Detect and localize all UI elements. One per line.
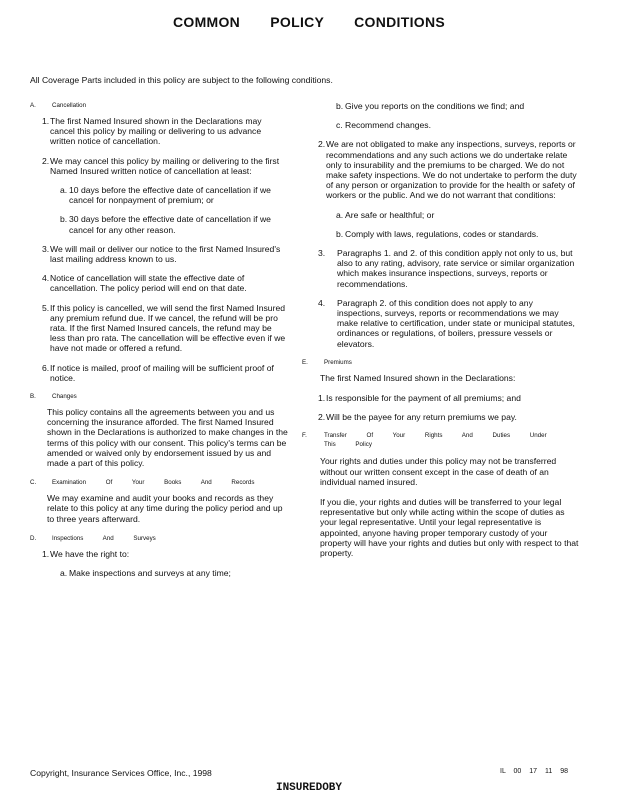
sub-text: 30 days before the effective date of cancellation if we cancel for any other reason. <box>69 214 271 235</box>
item-number: 3. <box>318 248 326 259</box>
item-text: If this policy is cancelled, we will send the first Named Insured any premium refund due. If we cancel, the refund will be pro rata. If the first Named Insured cancels, the refund may be less than pro rata. The cancellation will be effective even if we have not made or offered a refund. <box>50 302 286 354</box>
item-text: Paragraph 2. of this condition does not apply to any inspections, surveys, reports or recommendations we may make relative to certification, under state or municipal statutes, ordinances or regulations, of boilers, pressure vessels or elevators. <box>337 297 575 349</box>
section-d-heading <box>30 534 288 542</box>
section-e-heading <box>302 358 580 366</box>
item-number: 1. <box>42 548 50 559</box>
list-item <box>42 303 288 354</box>
item-text: If notice is mailed, proof of mailing will be sufficient proof of notice. <box>50 362 274 383</box>
item-number: 2. <box>318 412 326 423</box>
section-b-text: This policy contains all the agreements between you and us concerning the insurance afforded. The first Named Insured shown in the Declarations is authorized to make changes in the terms of this policy with our consent. This policy's terms can be amended or waived only by endorsement issued by us and made a part of this policy. <box>47 407 288 469</box>
section-b-heading <box>30 392 288 400</box>
section-f-text-1: Your rights and duties under this policy may not be transferred without our written consent except in the case of death of an individual named insured. <box>320 456 557 487</box>
item-number: 6. <box>42 362 50 373</box>
sub-item <box>60 214 288 234</box>
item-number: 5. <box>42 302 50 313</box>
item-text: Will be the payee for any return premiums we pay. <box>326 412 517 423</box>
list-item <box>42 156 288 176</box>
sub-text: Make inspections and surveys at any time; <box>69 568 231 579</box>
list-item <box>318 298 580 349</box>
sub-letter: c. <box>336 120 343 131</box>
item-number: 4. <box>318 297 326 308</box>
list-item <box>42 363 288 383</box>
sub-letter: a. <box>60 568 68 579</box>
sub-item <box>336 229 580 239</box>
item-text: We may cancel this policy by mailing or delivering to the first Named Insured written notice of cancellation at least: <box>50 155 280 176</box>
section-c-heading <box>30 478 288 486</box>
sub-letter: a. <box>336 209 344 220</box>
page-title: COMMON POLICY CONDITIONS <box>172 14 446 30</box>
item-text: We are not obligated to make any inspections, surveys, reports or recommendations and any such actions we do undertake relate only to insurability and the premiums to be charged. We do not make safety inspections. We do not undertake to perform the duty of any person or organization to provide for the health or safety of workers or the public. And we do not warrant that conditions: <box>326 139 577 201</box>
list-item <box>318 393 580 403</box>
left-column <box>30 101 288 587</box>
item-number: 2. <box>318 139 326 150</box>
sub-item <box>336 120 580 130</box>
sub-item <box>60 185 288 205</box>
sub-letter: a. <box>60 185 68 196</box>
list-item <box>318 412 580 422</box>
item-text: We have the right to: <box>50 548 130 559</box>
item-text: Is responsible for the payment of all premiums; and <box>326 393 521 404</box>
item-number: 1. <box>318 393 326 404</box>
section-letter: C. <box>30 479 37 487</box>
document-stamp: INSUREDOBY <box>275 782 342 794</box>
list-item <box>42 549 288 559</box>
section-title: Cancellation <box>52 102 87 109</box>
item-number: 4. <box>42 273 50 284</box>
section-letter: B. <box>30 393 36 401</box>
sub-letter: b. <box>336 228 344 239</box>
section-title: Examination Of Your Books And Records <box>52 479 255 487</box>
section-letter: A. <box>30 102 36 109</box>
form-number: IL 00 17 11 98 <box>500 768 568 775</box>
list-item <box>42 116 288 147</box>
list-item <box>42 273 288 293</box>
section-a-heading <box>30 101 288 109</box>
section-title: Premiums <box>324 358 352 366</box>
sub-item <box>336 101 580 111</box>
section-title: Inspections And Surveys <box>52 534 156 542</box>
section-e-text: The first Named Insured shown in the Declarations: <box>320 372 516 383</box>
list-item <box>42 244 288 264</box>
sub-item <box>60 568 288 578</box>
item-text: The first Named Insured shown in the Declarations may cancel this policy by mailing or delivering to us advance written notice of cancellation. <box>50 116 262 147</box>
item-text: We will mail or deliver our notice to the first Named Insured's last mailing address known to us. <box>50 243 281 265</box>
section-letter: D. <box>30 534 37 542</box>
section-letter: F. <box>302 432 307 440</box>
section-letter: E. <box>302 358 308 366</box>
item-text: Paragraphs 1. and 2. of this condition apply not only to us, but also to any rating, advisory, rate service or similar organization which makes insurance inspections, surveys, reports or recommendations. <box>337 248 575 289</box>
sub-item <box>336 210 580 220</box>
item-text: Notice of cancellation will state the effective date of cancellation. The policy period will end on that date. <box>50 273 247 294</box>
section-title: Transfer Of Your Rights And Duties Under This Policy <box>324 432 547 449</box>
right-column <box>302 101 580 568</box>
list-item <box>318 248 580 289</box>
section-title: Changes <box>52 393 77 401</box>
section-c-text: We may examine and audit your books and records as they relate to this policy at any time during the policy period and up to three years afterward. <box>47 493 283 524</box>
sub-letter: b. <box>336 101 344 111</box>
sub-text: Give you reports on the conditions we find; and <box>345 101 525 111</box>
item-number: 3. <box>42 243 50 254</box>
item-number: 1. <box>42 116 50 126</box>
copyright-notice: Copyright, Insurance Services Office, Inc., 1998 <box>30 768 212 778</box>
section-f-heading <box>302 431 580 449</box>
sub-text: 10 days before the effective date of cancellation if we cancel for nonpayment of premium; or <box>69 185 271 206</box>
sub-text: Are safe or healthful; or <box>345 209 435 220</box>
sub-text: Comply with laws, regulations, codes or standards. <box>345 228 539 239</box>
sub-letter: b. <box>60 214 68 225</box>
item-number: 2. <box>42 155 50 166</box>
sub-text: Recommend changes. <box>345 120 431 131</box>
intro-text: All Coverage Parts included in this policy are subject to the following conditions. <box>30 75 333 85</box>
list-item <box>318 139 580 200</box>
section-f-text-2: If you die, your rights and duties will be transferred to your legal representative but only while acting within the scope of duties as your legal representative. Until your legal representative is appointed, anyone having proper temporary custody of your property will have your rights and duties but only with respect to that property. <box>320 497 579 559</box>
